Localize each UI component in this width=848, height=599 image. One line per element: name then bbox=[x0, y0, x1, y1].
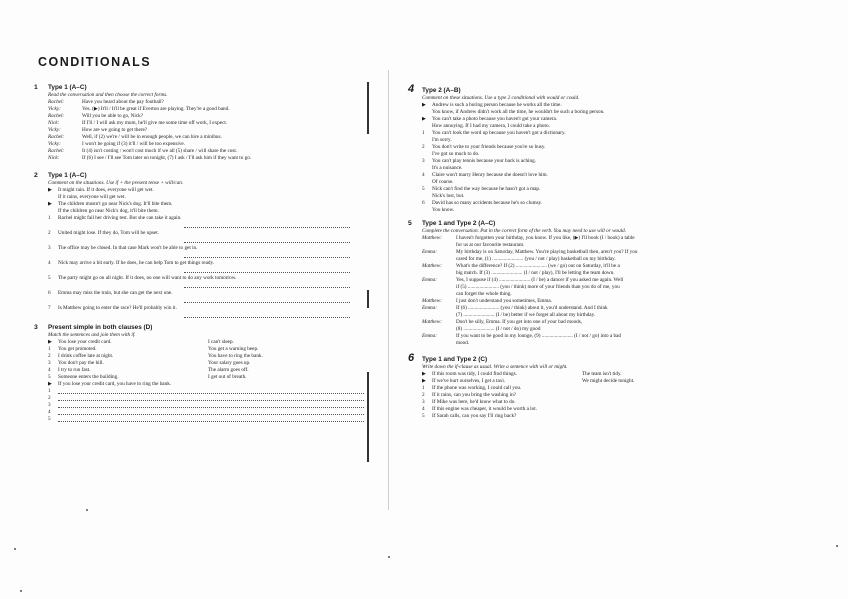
speaker-name: Rachel: bbox=[48, 113, 65, 119]
clause-b bbox=[582, 399, 702, 406]
margin-bar bbox=[367, 372, 369, 462]
speaker-name: Rachel: bbox=[48, 148, 65, 154]
item-marker: ▶ bbox=[422, 116, 426, 122]
match-row bbox=[408, 406, 743, 413]
exercise-item bbox=[408, 165, 743, 172]
exercise-items bbox=[408, 102, 743, 214]
section-number: 2 bbox=[34, 172, 38, 179]
answer-line bbox=[184, 312, 350, 318]
item-marker bbox=[422, 165, 432, 172]
item-marker: 1 bbox=[422, 130, 425, 136]
section-1 bbox=[34, 84, 364, 162]
answer-line bbox=[58, 409, 364, 415]
line-text: (8) ........................ (I / not / do) my good bbox=[456, 326, 541, 332]
speaker-name: Emma: bbox=[422, 305, 437, 311]
row-number: 5 bbox=[48, 374, 51, 380]
item-text: You can't look the word up because you haven't got a dictionary. bbox=[432, 130, 566, 136]
exercise-item bbox=[408, 158, 743, 165]
scan-speck bbox=[86, 509, 88, 511]
section-instruction: Match the sentences and join them with if. bbox=[48, 332, 136, 338]
exercise-item bbox=[408, 123, 743, 130]
clause-a: If this engine was cheaper, it would be worth a lot. bbox=[432, 406, 537, 412]
clause-a: If Sarah calls, can you say I'll ring back? bbox=[432, 413, 517, 419]
match-row bbox=[34, 346, 364, 353]
line-text: What's the difference? If (2) ........................ (we / go) out on Saturday, it'll be a bbox=[456, 263, 620, 269]
clause-a: If Mike was here, he'd know what to do. bbox=[432, 399, 516, 405]
speaker-name: Matthew: bbox=[422, 298, 442, 304]
exercise-item bbox=[408, 102, 743, 109]
section-title: Type 2 (A–B) bbox=[422, 87, 461, 94]
item-marker: 5 bbox=[422, 186, 425, 192]
row-number: 2 bbox=[422, 392, 425, 398]
item-text: Emma may miss the train, but she can get the next one. bbox=[58, 290, 173, 296]
answer-line bbox=[184, 237, 350, 243]
item-marker: 3 bbox=[48, 245, 51, 251]
item-marker bbox=[422, 151, 432, 158]
item-text: United might lose. If they do, Tom will be upset. bbox=[58, 230, 159, 236]
section-number: 3 bbox=[34, 324, 38, 331]
line-text: Well, if (2) we're / will be in enough people, we can hire a minibus. bbox=[82, 134, 222, 140]
speaker-name: Emma: bbox=[422, 277, 437, 283]
item-marker bbox=[422, 123, 432, 130]
left-column bbox=[34, 78, 364, 423]
page-title: CONDITIONALS bbox=[38, 55, 152, 69]
speaker-name: Vicky: bbox=[48, 106, 61, 112]
line-text: If you want to be good in my lounge, (9) ........................ (I / not / go) into a bad bbox=[456, 333, 621, 339]
page-fold bbox=[388, 70, 389, 510]
row-number: 1 bbox=[48, 346, 51, 352]
clause-a: If this room was tidy, I could find things. bbox=[432, 371, 517, 377]
item-marker: 6 bbox=[422, 200, 425, 206]
row-number: 3 bbox=[422, 399, 425, 405]
exercise-items bbox=[34, 187, 364, 318]
exercise-item bbox=[34, 187, 364, 194]
line-text: can forget the whole thing. bbox=[456, 291, 512, 297]
exercise-item bbox=[408, 179, 743, 186]
clause-b bbox=[582, 392, 702, 399]
answer-line bbox=[184, 282, 350, 288]
blank-row bbox=[34, 402, 364, 409]
clause-b: Your salary goes up. bbox=[208, 360, 251, 366]
row-number: 1 bbox=[422, 385, 425, 391]
speaker-name: Nick: bbox=[48, 155, 60, 161]
item-text: The office may be closed. In that case Mark won't be able to get in. bbox=[58, 245, 198, 251]
line-text: I won't be going if (3) it'll / will be too expensive. bbox=[82, 141, 186, 147]
item-marker: 2 bbox=[422, 144, 425, 150]
line-text: for us at our favourite restaurant. bbox=[456, 242, 525, 248]
speaker-name bbox=[422, 284, 456, 291]
line-text: Will you be able to go, Nick? bbox=[82, 113, 144, 119]
item-text: You can't take a photo because you haven't got your camera. bbox=[432, 116, 558, 122]
speaker-name: Vicky: bbox=[48, 141, 61, 147]
exercise-item bbox=[34, 194, 364, 201]
match-row bbox=[408, 392, 743, 399]
clause-b: We might decide tonight. bbox=[582, 378, 635, 384]
item-text: How annoying. If I had my camera, I could take a photo. bbox=[432, 123, 550, 129]
row-number: 5 bbox=[48, 416, 51, 422]
row-number: 4 bbox=[48, 367, 51, 373]
match-row bbox=[34, 374, 364, 381]
item-marker: 6 bbox=[48, 290, 51, 296]
section-title: Present simple in both clauses (D) bbox=[48, 324, 153, 331]
dialogue bbox=[34, 99, 364, 162]
item-marker: ▶ bbox=[422, 102, 426, 108]
row-number: 5 bbox=[422, 413, 425, 419]
speaker-name bbox=[422, 256, 456, 263]
exercise-item bbox=[34, 201, 364, 208]
exercise-item bbox=[408, 151, 743, 158]
answer-line bbox=[58, 395, 364, 401]
section-instruction: Write down the if-clause as usual. Write a sentence with will or might. bbox=[422, 364, 568, 370]
matching-table bbox=[34, 339, 364, 388]
clause-a: You lose your credit card. bbox=[58, 339, 112, 345]
section-6 bbox=[408, 352, 743, 420]
row-number: ▶ bbox=[422, 378, 426, 384]
line-text: I haven't forgotten your birthday, you know. If you like, (▶) I'll book (I / book) a table bbox=[456, 235, 635, 241]
blank-row bbox=[34, 395, 364, 402]
answer-line bbox=[58, 388, 364, 394]
clause-b bbox=[582, 413, 702, 420]
row-number: 4 bbox=[422, 406, 425, 412]
row-number: 2 bbox=[48, 395, 51, 401]
matching-table bbox=[408, 371, 743, 420]
scan-speck bbox=[14, 548, 16, 550]
section-title: Type 1 (A–C) bbox=[48, 172, 87, 179]
dialogue-line bbox=[408, 277, 743, 284]
exercise-item bbox=[34, 215, 364, 222]
dialogue-line bbox=[34, 141, 364, 148]
section-title: Type 1 and Type 2 (C) bbox=[422, 356, 488, 363]
dialogue-line bbox=[408, 291, 743, 298]
item-marker bbox=[48, 208, 58, 215]
section-number: 5 bbox=[408, 220, 412, 227]
dialogue-line bbox=[408, 256, 743, 263]
item-marker: 5 bbox=[48, 275, 51, 281]
dialogue-line bbox=[408, 242, 743, 249]
item-text: Is Matthew going to enter the race? He'll probably win it. bbox=[58, 305, 177, 311]
item-marker bbox=[422, 109, 432, 116]
line-text: Have you heard about the pay football? bbox=[82, 99, 164, 105]
section-3 bbox=[34, 324, 364, 423]
match-row bbox=[34, 353, 364, 360]
section-number: 1 bbox=[34, 84, 38, 91]
item-text: David has so many accidents because he's so clumsy. bbox=[432, 200, 543, 206]
item-marker: ▶ bbox=[48, 201, 52, 207]
item-marker: ▶ bbox=[48, 187, 52, 193]
dialogue-line bbox=[34, 134, 364, 141]
speaker-name: Vicky: bbox=[48, 127, 61, 133]
section-instruction: Read the conversation and then choose the correct forms. bbox=[48, 92, 168, 98]
speaker-name: Rachel: bbox=[48, 134, 65, 140]
dialogue-line bbox=[408, 319, 743, 326]
clause-b: The team isn't tidy. bbox=[582, 371, 622, 377]
line-text: if (5) ........................ (you / think) more of your friends than you do of me, you bbox=[456, 284, 620, 290]
item-marker: 3 bbox=[422, 158, 425, 164]
line-text: It (4) isn't costing / won't cost much if we all (5) share / will share the cost. bbox=[82, 148, 238, 154]
row-number: 3 bbox=[48, 402, 51, 408]
line-text: If I'll / I will ask my mum, he'll give me some time off work, I expect. bbox=[82, 120, 228, 126]
clause-b bbox=[208, 381, 328, 388]
exercise-item bbox=[408, 130, 743, 137]
answer-blanks bbox=[34, 388, 364, 423]
item-text: Of course. bbox=[432, 179, 454, 185]
dialogue-line bbox=[408, 235, 743, 242]
section-number: 4 bbox=[408, 83, 415, 95]
match-row bbox=[408, 399, 743, 406]
item-text: If it rains, everyone will get wet. bbox=[58, 194, 126, 200]
line-text: Yes, I suppose if (4) ........................ (I / be) a dancer if you asked me again. Well bbox=[456, 277, 624, 283]
row-number: 1 bbox=[48, 388, 51, 394]
item-marker: 4 bbox=[48, 260, 51, 266]
match-row bbox=[408, 371, 743, 378]
answer-line bbox=[184, 252, 350, 258]
dialogue-line bbox=[408, 284, 743, 291]
answer-line bbox=[184, 297, 350, 303]
item-text: Nick may arrive a bit early. If he does, he can help Tom to get things ready. bbox=[58, 260, 215, 266]
line-text: If (6) ........................ (you / think) about it, you'd understand. And I think bbox=[456, 305, 608, 311]
exercise-item bbox=[34, 290, 364, 297]
blank-row bbox=[34, 416, 364, 423]
section-2 bbox=[34, 172, 364, 318]
match-row bbox=[34, 360, 364, 367]
item-marker bbox=[422, 207, 432, 214]
exercise-item bbox=[408, 193, 743, 200]
clause-a: I try to run fast. bbox=[58, 367, 91, 373]
dialogue-line bbox=[34, 120, 364, 127]
exercise-item bbox=[408, 200, 743, 207]
exercise-item bbox=[408, 109, 743, 116]
exercise-item bbox=[34, 275, 364, 282]
match-row bbox=[408, 413, 743, 420]
answer-line bbox=[58, 402, 364, 408]
clause-a: You don't pay the bill. bbox=[58, 360, 104, 366]
section-title: Type 1 (A–C) bbox=[48, 84, 87, 91]
exercise-item bbox=[408, 116, 743, 123]
section-instruction: Comment on these situations. Use a type 2 conditional with would or could. bbox=[422, 95, 580, 101]
exercise-item bbox=[34, 305, 364, 312]
match-row bbox=[408, 378, 743, 385]
scan-speck bbox=[836, 545, 838, 547]
clause-a: If you lose your credit card, you have to ring the bank. bbox=[58, 381, 172, 387]
speaker-name: Matthew: bbox=[422, 263, 442, 269]
clause-a: I drink coffee late at night. bbox=[58, 353, 114, 359]
line-text: big match. If (3) ........................ (I / not / play), I'll be letting the team down. bbox=[456, 270, 615, 276]
item-marker bbox=[48, 194, 58, 201]
speaker-name: Rachel: bbox=[48, 99, 65, 105]
dialogue-line bbox=[34, 113, 364, 120]
row-number: 4 bbox=[48, 409, 51, 415]
speaker-name: Emma: bbox=[422, 333, 437, 339]
clause-b bbox=[582, 406, 702, 413]
dialogue-line bbox=[34, 127, 364, 134]
item-text: You don't write to your friends because you're so busy. bbox=[432, 144, 546, 150]
clause-b: You get a warning beep. bbox=[208, 346, 259, 352]
item-text: The children mustn't go near Nick's dog. It'll bite them. bbox=[58, 201, 173, 207]
clause-a: If the phone was working, I could call you. bbox=[432, 385, 522, 391]
dialogue-line bbox=[34, 148, 364, 155]
line-text: (7) ........................ (I / be) better if we forget all about my birthday. bbox=[456, 312, 596, 318]
line-text: My birthday is on Saturday, Matthew. You're playing basketball then, aren't you? If you bbox=[456, 249, 638, 255]
row-number: ▶ bbox=[48, 339, 52, 345]
item-marker: 7 bbox=[48, 305, 51, 311]
section-instruction: Complete the conversation. Put in the correct form of the verb. You may need to use will or would. bbox=[422, 228, 627, 234]
clause-a: You get promoted. bbox=[58, 346, 97, 352]
exercise-item bbox=[408, 207, 743, 214]
clause-a: If it rains, can you bring the washing in? bbox=[432, 392, 516, 398]
exercise-item bbox=[34, 245, 364, 252]
answer-line bbox=[184, 222, 350, 228]
dialogue-line bbox=[408, 249, 743, 256]
speaker-name bbox=[422, 312, 456, 319]
speaker-name bbox=[422, 340, 456, 347]
answer-line bbox=[58, 416, 364, 422]
item-marker bbox=[422, 179, 432, 186]
item-marker: 1 bbox=[48, 215, 51, 221]
item-text: It's a nuisance. bbox=[432, 165, 463, 171]
line-text: cared for me, (1) ........................ (you / not / play) basketball on my birthday. bbox=[456, 256, 616, 262]
dialogue-line bbox=[408, 326, 743, 333]
item-marker bbox=[422, 137, 432, 144]
line-text: mood. bbox=[456, 340, 470, 346]
clause-b: I can't sleep. bbox=[208, 339, 234, 345]
dialogue-line bbox=[408, 333, 743, 340]
match-row bbox=[408, 385, 743, 392]
row-number: 3 bbox=[48, 360, 51, 366]
item-text: You can't play tennis because your back is aching. bbox=[432, 158, 536, 164]
section-5 bbox=[408, 220, 743, 347]
clause-b: You have to ring the bank. bbox=[208, 353, 263, 359]
speaker-name: Emma: bbox=[422, 249, 437, 255]
match-row bbox=[34, 381, 364, 388]
margin-bar bbox=[367, 290, 369, 308]
dialogue bbox=[408, 235, 743, 347]
dialogue-line bbox=[408, 312, 743, 319]
item-marker bbox=[422, 193, 432, 200]
exercise-item bbox=[408, 137, 743, 144]
item-text: Rachel might fail her driving test. But she can take it again. bbox=[58, 215, 182, 221]
margin-bar bbox=[367, 82, 369, 134]
blank-row bbox=[34, 388, 364, 395]
line-text: If (6) I see / I'll see Tom later on tonight, (7) I ask / I'll ask him if they want to go. bbox=[82, 155, 252, 161]
section-number: 6 bbox=[408, 352, 415, 364]
row-number: ▶ bbox=[422, 371, 426, 377]
dialogue-line bbox=[408, 298, 743, 305]
dialogue-line bbox=[408, 270, 743, 277]
dialogue-line bbox=[34, 155, 364, 162]
clause-b: The alarm goes off. bbox=[208, 367, 249, 373]
speaker-name bbox=[422, 270, 456, 277]
exercise-item bbox=[408, 144, 743, 151]
item-text: Nick's lost, but. bbox=[432, 193, 465, 199]
speaker-name bbox=[422, 326, 456, 333]
exercise-item bbox=[34, 260, 364, 267]
speaker-name: Matthew: bbox=[422, 319, 442, 325]
line-text: Don't be silly, Emma. If you get into one of your bad moods, bbox=[456, 319, 583, 325]
exercise-item bbox=[34, 230, 364, 237]
line-text: Yes. (▶) It'll / It'll be great if Everton are playing. They're a good band. bbox=[82, 106, 230, 112]
item-text: The party might go on all night. If it does, no one will want to do any work tomorrow. bbox=[58, 275, 237, 281]
item-text: Andrew is such a boring person because he works all the time. bbox=[432, 102, 562, 108]
dialogue-line bbox=[34, 106, 364, 113]
item-text: It might rain. If it does, everyone will get wet. bbox=[58, 187, 154, 193]
clause-a: Someone enters the building. bbox=[58, 374, 119, 380]
line-text: How are we going to get there? bbox=[82, 127, 148, 133]
match-row bbox=[34, 339, 364, 346]
section-instruction: Comment on the situations. Use if + the present tense + will/can. bbox=[48, 180, 184, 186]
item-marker: 2 bbox=[48, 230, 51, 236]
speaker-name bbox=[422, 242, 456, 249]
dialogue-line bbox=[34, 99, 364, 106]
exercise-item bbox=[34, 208, 364, 215]
scan-speck bbox=[20, 590, 22, 592]
scan-speck bbox=[388, 556, 390, 558]
dialogue-line bbox=[408, 263, 743, 270]
speaker-name: Matthew: bbox=[422, 235, 442, 241]
item-text: You know, if Andrew didn't work all the time, he wouldn't be such a boring person. bbox=[432, 109, 605, 115]
clause-a: If we've hurt ourselves, I get a taxi. bbox=[432, 378, 506, 384]
clause-b: I get out of breath. bbox=[208, 374, 247, 380]
item-text: Claire won't marry Henry because she doesn't love him. bbox=[432, 172, 548, 178]
section-title: Type 1 and Type 2 (A–C) bbox=[422, 220, 496, 227]
item-text: You know. bbox=[432, 207, 455, 213]
speaker-name: Nick: bbox=[48, 120, 60, 126]
match-row bbox=[34, 367, 364, 374]
exercise-item bbox=[408, 186, 743, 193]
clause-b bbox=[582, 385, 702, 392]
row-number: ▶ bbox=[48, 381, 52, 387]
item-text: If the children go near Nick's dog, it'll bite them. bbox=[58, 208, 159, 214]
item-text: I'm sorry. bbox=[432, 137, 452, 143]
line-text: I just don't understand you sometimes, Emma. bbox=[456, 298, 553, 304]
row-number: 2 bbox=[48, 353, 51, 359]
exercise-item bbox=[408, 172, 743, 179]
section-4 bbox=[408, 83, 743, 214]
dialogue-line bbox=[408, 340, 743, 347]
item-marker: 4 bbox=[422, 172, 425, 178]
dialogue-line bbox=[408, 305, 743, 312]
speaker-name bbox=[422, 291, 456, 298]
item-text: Nick can't find the way because he hasn't got a map. bbox=[432, 186, 541, 192]
answer-line bbox=[184, 267, 350, 273]
blank-row bbox=[34, 409, 364, 416]
item-text: I've got so much to do. bbox=[432, 151, 480, 157]
right-column bbox=[408, 80, 743, 420]
